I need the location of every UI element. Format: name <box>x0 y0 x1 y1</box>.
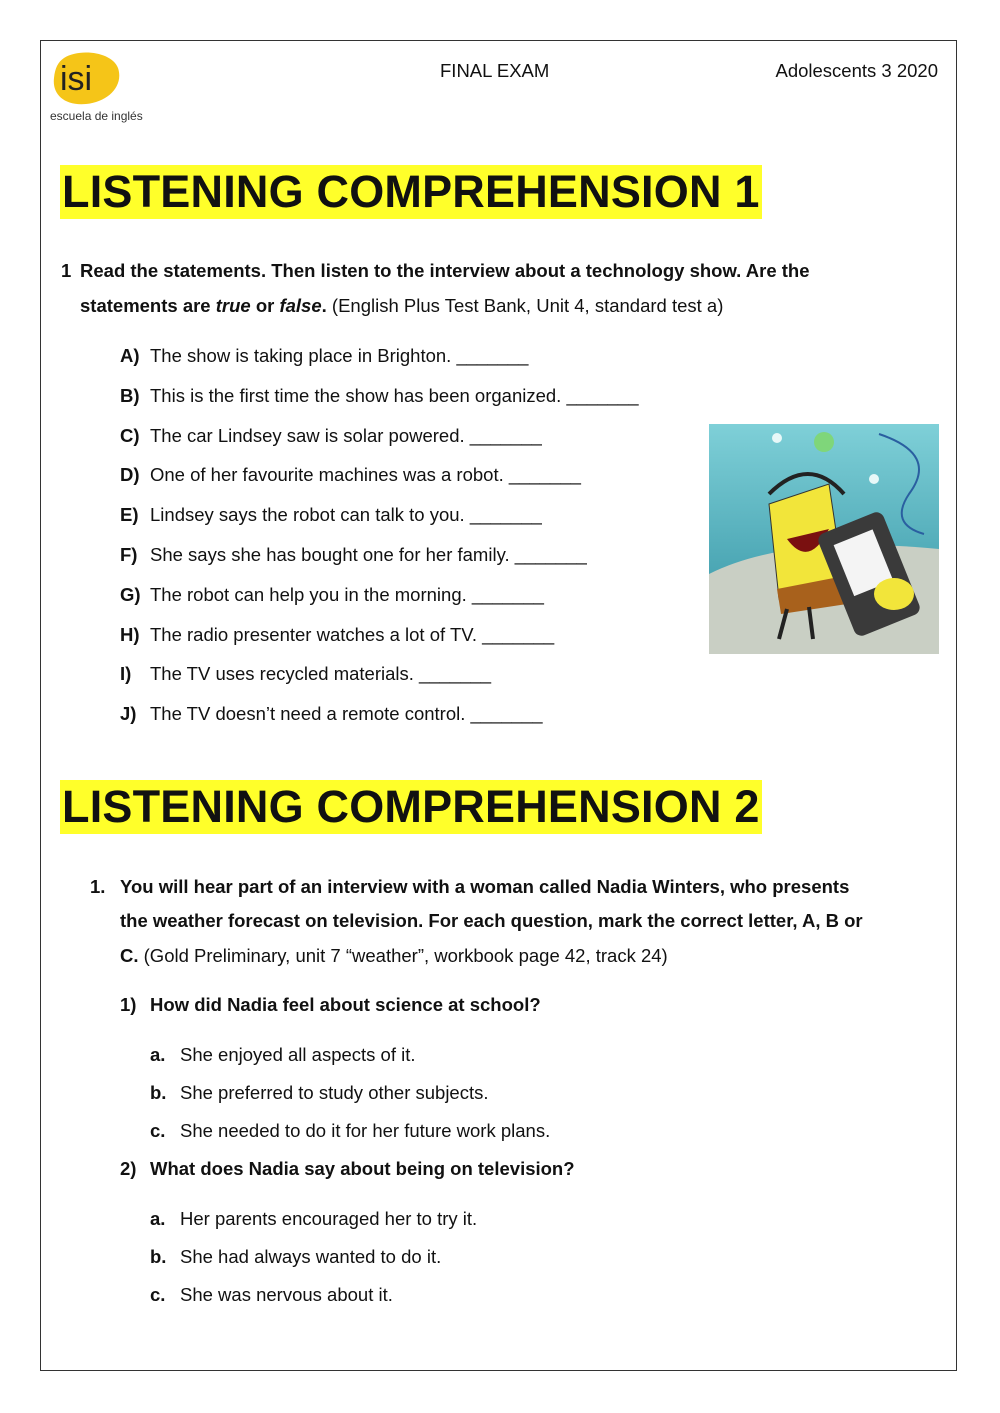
spongebob-image <box>709 424 939 654</box>
statement-text: The car Lindsey saw is solar powered. _______ <box>150 424 542 446</box>
statement-letter: G) <box>120 583 141 605</box>
section2-instr-line3 <box>120 945 668 967</box>
option-letter: c. <box>150 1120 166 1141</box>
logo-blob-icon <box>50 50 130 108</box>
section1-number: 1 <box>61 260 72 281</box>
statement-text: The TV doesn’t need a remote control. _______ <box>150 703 543 725</box>
statement-letter: I) <box>120 663 132 685</box>
statement-letter: D) <box>120 464 140 486</box>
statement-text: This is the first time the show has been organized. _______ <box>150 384 639 406</box>
instr-source: (English Plus Test Bank, Unit 4, standard test a) <box>326 295 724 316</box>
section1-instr-line2 <box>80 295 723 317</box>
instr-or: or <box>250 295 280 316</box>
section2-instr-line2: the weather forecast on television. For each question, mark the correct letter, A, B or <box>120 910 863 931</box>
section1-title: LISTENING COMPREHENSION 1 <box>62 166 760 217</box>
instr-c: C. <box>120 945 139 966</box>
header-class: Adolescents 3 2020 <box>775 60 938 81</box>
option-text: She had always wanted to do it. <box>180 1246 442 1267</box>
statement-text: Lindsey says the robot can talk to you. _______ <box>150 504 542 526</box>
statement-letter: A) <box>120 345 140 366</box>
header-title: FINAL EXAM <box>440 60 550 81</box>
question-text: What does Nadia say about being on television? <box>150 1158 575 1179</box>
isi-logo <box>50 50 150 126</box>
option-letter: b. <box>150 1082 167 1103</box>
statement-letter: F) <box>120 544 138 565</box>
section1-instr-line1: Read the statements. Then listen to the interview about a technology show. Are the <box>80 260 810 281</box>
statement-letter: H) <box>120 623 140 645</box>
statement-text: The robot can help you in the morning. _______ <box>150 583 544 605</box>
section2-title: LISTENING COMPREHENSION 2 <box>62 781 760 832</box>
option-text: She enjoyed all aspects of it. <box>180 1044 416 1065</box>
statement-letter: E) <box>120 504 139 526</box>
statement-text: The radio presenter watches a lot of TV. _______ <box>150 623 555 645</box>
option-text: Her parents encouraged her to try it. <box>180 1208 478 1229</box>
statement-text: The TV uses recycled materials. _______ <box>150 663 492 685</box>
instr-false: false <box>279 295 322 316</box>
statement-text: She says she has bought one for her family. _______ <box>150 544 587 565</box>
statement-letter: B) <box>120 384 140 406</box>
question-number: 1) <box>120 994 137 1015</box>
logo-subtitle: escuela de inglés <box>50 109 143 123</box>
option-text: She preferred to study other subjects. <box>180 1082 489 1103</box>
option-letter: c. <box>150 1284 166 1305</box>
instr-true: true <box>215 295 251 316</box>
option-text: She needed to do it for her future work plans. <box>180 1120 551 1141</box>
statement-text: The show is taking place in Brighton. _______ <box>150 345 529 366</box>
question-text: How did Nadia feel about science at school? <box>150 994 541 1015</box>
statement-text: One of her favourite machines was a robot. _______ <box>150 464 581 486</box>
instr-source: (Gold Preliminary, unit 7 “weather”, workbook page 42, track 24) <box>138 945 668 966</box>
section2-number: 1. <box>90 876 106 897</box>
question-number: 2) <box>120 1158 137 1179</box>
option-letter: a. <box>150 1208 166 1229</box>
instr-dot: . <box>321 295 327 316</box>
option-text: She was nervous about it. <box>180 1284 393 1305</box>
instr-text: statements are <box>80 295 216 316</box>
option-letter: b. <box>150 1246 167 1267</box>
option-letter: a. <box>150 1044 166 1065</box>
section2-instr-line1: You will hear part of an interview with a woman called Nadia Winters, who presents <box>120 876 850 897</box>
svg-text:isi: isi <box>60 60 93 98</box>
statement-letter: C) <box>120 424 140 446</box>
statement-letter: J) <box>120 703 137 725</box>
